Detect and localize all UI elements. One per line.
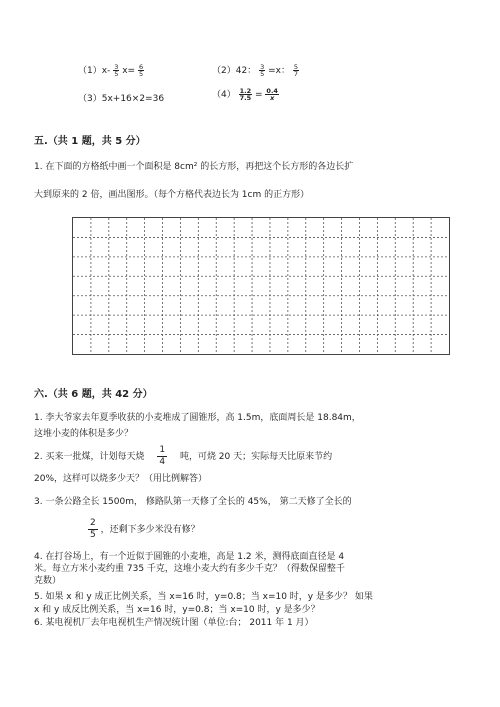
equation-2-term: =x： [268, 66, 290, 76]
equation-1-label: （1） [78, 66, 102, 76]
fraction [259, 64, 265, 78]
equation-3-label: （3） [78, 94, 102, 104]
fraction-denominator: 5 [138, 70, 144, 78]
equals-sign: = [255, 90, 263, 100]
fraction [293, 64, 299, 78]
section-6-question-1-line-1: 1. 李大爷家去年夏季收获的小麦堆成了圆锥形，高 1.5m，底面周长是 18.84m， [34, 413, 361, 423]
section-6-question-3-line-1: 3. 一条公路全长 1500m， 修路队第一天修了全长的 45%， 第二天修了全长的 [34, 497, 352, 507]
equation-2 [212, 63, 299, 78]
equation-2-term: 42： [235, 66, 257, 76]
fraction-numerator: 3 [260, 62, 265, 71]
fraction-denominator: 5 [260, 70, 265, 78]
section-6-question-5-line-2: x 和 y 成反比例关系，当 x=16 时，y=0.8；当 x=10 时，y 是多少？ [34, 605, 320, 615]
equation-3 [78, 91, 164, 104]
square-grid-paper[interactable] [72, 217, 450, 355]
equation-4-label: （4） [212, 90, 236, 100]
fraction-numerator: 1.2 [239, 86, 252, 95]
fraction [138, 64, 144, 78]
section-6-question-4-line-1: 4. 在打谷场上，有一个近似于圆锥的小麦堆，高是 1.2 米，测得底面直径是 4 [34, 552, 345, 562]
question-2-text: 2. 买来一批煤，计划每天烧 [34, 452, 145, 462]
section-6-question-2-line-2: 20%，这样可以烧多少天？（用比例解答） [34, 474, 208, 484]
section-5-question-1-line-1: 1. 在下面的方格纸中画一个面积是 8cm² 的长方形，再把这个长方形的各边长扩 [34, 162, 354, 172]
fraction [113, 64, 119, 78]
fraction [157, 445, 167, 468]
fraction-denominator: 4 [159, 457, 166, 467]
fraction-numerator: 0.4 [266, 86, 278, 95]
section-6-question-6-line-1: 6. 某电视机厂去年电视机生产情况统计图（单位:台； 2011 年 1 月） [34, 618, 314, 628]
fraction-numerator: 6 [138, 62, 144, 71]
equation-1 [78, 63, 144, 78]
section-5-question-1-line-2: 大到原来的 2 倍，画出图形。（每个方格代表边长为 1cm 的正方形） [34, 190, 310, 200]
section-6-question-2-line-1 [34, 445, 332, 468]
equation-4 [212, 87, 279, 102]
fraction [88, 518, 98, 541]
equation-3-term: 5x+16×2=36 [101, 94, 165, 104]
fraction-numerator: 1 [159, 445, 166, 455]
section-6-heading: 六.（共 6 题，共 42 分） [34, 389, 153, 400]
equation-1-term: x- [101, 66, 111, 76]
section-6-question-1-line-2: 这堆小麦的体积是多少？ [34, 429, 134, 439]
section-6-question-4-line-2: 米。每立方米小麦约重 735 千克，这堆小麦大约有多少千克？（得数保留整千 [34, 564, 345, 574]
fraction-numerator: 5 [293, 62, 298, 71]
fraction-denominator: 5 [114, 70, 119, 78]
section-6-question-5-line-1: 5. 如果 x 和 y 成正比例关系，当 x=16 时，y=0.8；当 x=10 时，y 是多少？ 如果 [34, 592, 373, 602]
section-6-question-3-line-2 [88, 518, 200, 541]
fraction-denominator: 5 [90, 530, 96, 540]
question-3-text: ，还剩下多少米没有修？ [100, 525, 200, 535]
fraction-numerator: 2 [90, 518, 96, 528]
grid-lines [73, 218, 449, 354]
fraction-denominator: 7 [293, 70, 298, 78]
section-5-heading: 五.（共 1 题，共 5 分） [34, 136, 146, 147]
equation-2-label: （2） [212, 66, 236, 76]
fraction-numerator: 3 [114, 62, 119, 71]
section-6-question-4-line-3: 克数） [34, 576, 62, 586]
fraction [239, 88, 253, 102]
equation-1-term: x= [122, 66, 136, 76]
question-2-text: 吨，可烧 20 天；实际每天比原来节约 [179, 452, 333, 462]
fraction-denominator: x [270, 94, 275, 102]
fraction [265, 88, 279, 102]
fraction-denominator: 7.5 [239, 94, 252, 102]
